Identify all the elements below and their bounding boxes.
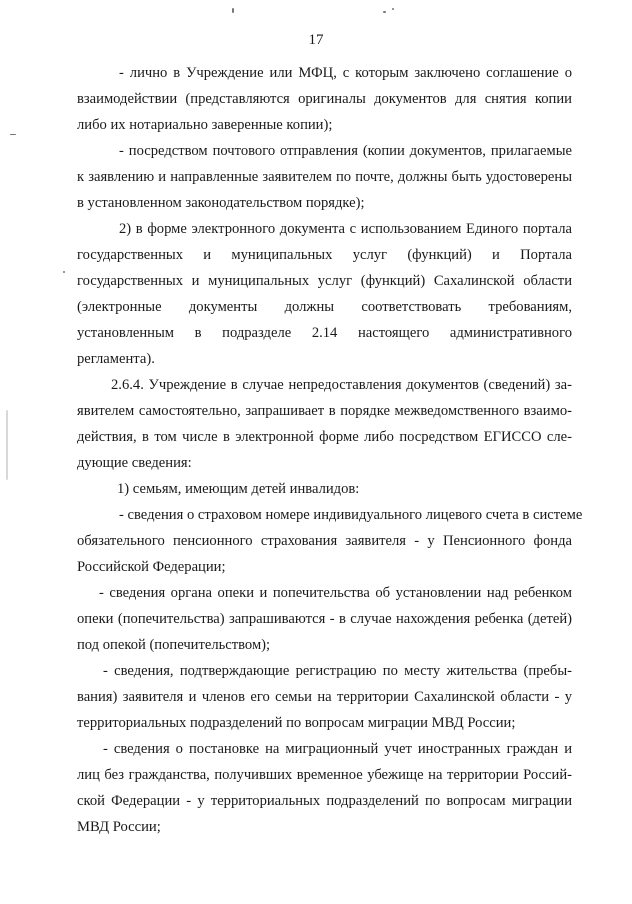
scan-speck [232, 8, 234, 13]
paragraph-2-6-4 [77, 372, 572, 476]
text-line: - сведения, подтверждающие регистрацию по месту жительства (пребы- [103, 663, 572, 679]
text-line: ской Федерации - у территориальных подразделений по вопросам миграции [77, 793, 572, 809]
text-line: государственных и муниципальных услуг (функций) и Портала [77, 247, 572, 263]
text-line: взаимодействии (представляются оригиналы документов для снятия копии [77, 91, 572, 107]
scan-speck [10, 134, 16, 135]
text-line: регламента). [77, 351, 155, 367]
text-line: в установленном законодательством порядке); [77, 195, 365, 211]
document-body [77, 60, 583, 840]
text-line: - сведения о страховом номере индивидуального лицевого счета в системе [119, 507, 583, 523]
page-number: 17 [308, 32, 324, 48]
text-line: к заявлению и направленные заявителем по почте, должны быть удостоверены [77, 169, 572, 185]
text-line: дующие сведения: [77, 455, 192, 471]
scan-speck [383, 11, 386, 13]
text-line: лиц без гражданства, получивших временное убежище на территории Россий- [77, 767, 572, 783]
paragraph-in-person [77, 60, 572, 138]
text-line: - сведения органа опеки и попечительства об установлении над ребенком [99, 585, 572, 601]
text-line: 2.6.4. Учреждение в случае непредоставления документов (сведений) за- [111, 377, 572, 393]
text-line: явителем самостоятельно, запрашивает в порядке межведомственного взаимо- [77, 403, 572, 419]
text-line: либо их нотариально заверенные копии); [77, 117, 333, 133]
paragraph-pension-fund [77, 502, 583, 580]
text-line: - лично в Учреждение или МФЦ, с которым заключено соглашение о [119, 65, 572, 81]
paragraph-by-mail [77, 138, 572, 216]
text-line: 1) семьям, имеющим детей инвалидов: [117, 481, 360, 497]
text-line: - сведения о постановке на миграционный учет иностранных граждан и [103, 741, 572, 757]
text-line: 2) в форме электронного документа с использованием Единого портала [119, 221, 572, 237]
text-line: вания) заявителя и членов его семьи на территории Сахалинской области - у [77, 689, 572, 705]
text-line: действия, в том числе в электронной форме либо посредством ЕГИССО сле- [77, 429, 572, 445]
text-line: под опекой (попечительством); [77, 637, 271, 653]
paragraph-families [77, 476, 572, 502]
text-line: Российской Федерации; [77, 559, 226, 575]
paragraph-registration [77, 658, 572, 736]
text-line: территориальных подразделений по вопросам миграции МВД России; [77, 715, 516, 731]
text-line: обязательного пенсионного страхования заявителя - у Пенсионного фонда [77, 533, 572, 549]
text-line: опеки (попечительства) запрашиваются - в случае нахождения ребенка (детей) [77, 611, 572, 627]
text-line: (электронные документы должны соответствовать требованиям, [77, 299, 572, 315]
text-line: установленным в подразделе 2.14 настоящего административного [77, 325, 572, 341]
text-line: - посредством почтового отправления (копии документов, прилагаемые [119, 143, 572, 159]
text-line: МВД России; [77, 819, 161, 835]
paragraph-migration [77, 736, 572, 840]
scan-speck [6, 410, 8, 480]
paragraph-electronic-form [77, 216, 572, 372]
text-line: государственных и муниципальных услуг (функций) Сахалинской области [77, 273, 572, 289]
paragraph-guardianship [77, 580, 572, 658]
scan-speck [392, 8, 394, 10]
scan-speck [63, 271, 65, 273]
